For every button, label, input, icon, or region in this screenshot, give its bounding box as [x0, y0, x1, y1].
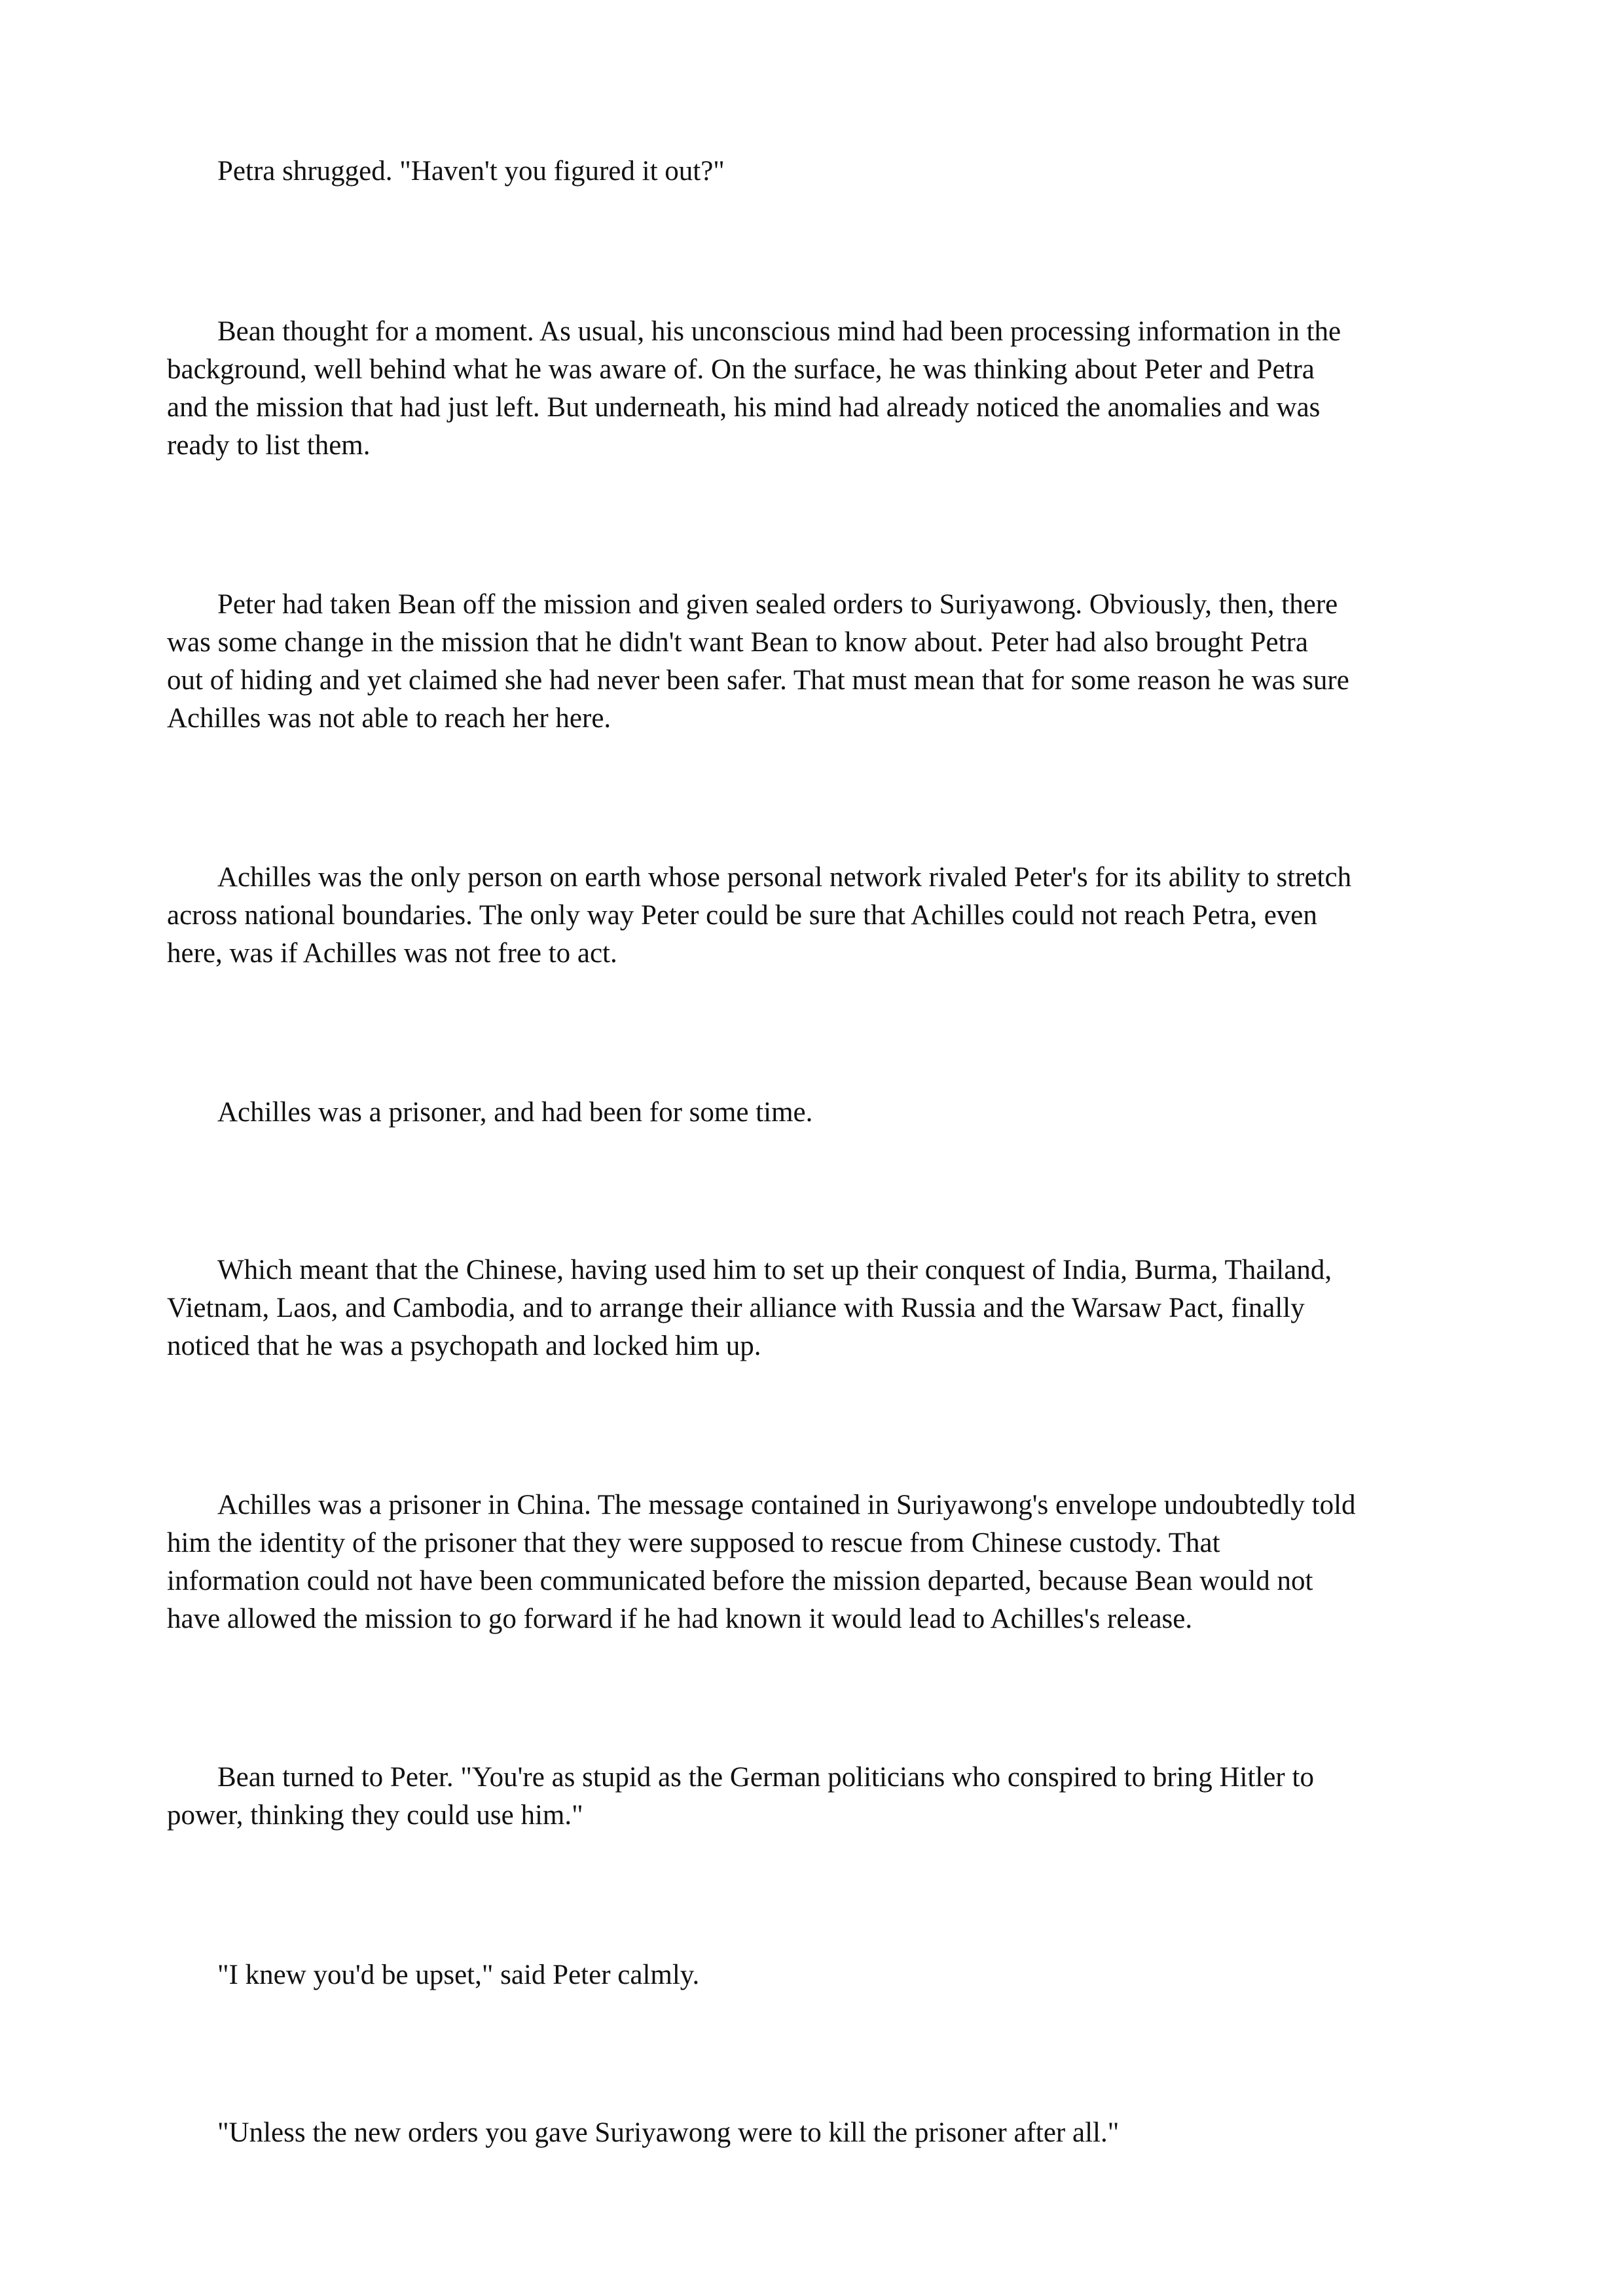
- text-line: have allowed the mission to go forward if he had known it would lead to Achilles's release.: [167, 1604, 1193, 1634]
- text-line: Bean thought for a moment. As usual, his unconscious mind had been processing information in the: [217, 316, 1341, 347]
- paragraph-which-meant: [167, 1251, 1470, 1365]
- text-line: power, thinking they could use him.": [167, 1800, 583, 1831]
- text-line: Bean turned to Peter. "You're as stupid as the German politicians who conspired to bring Hitler to: [217, 1762, 1314, 1793]
- text-line: across national boundaries. The only way Peter could be sure that Achilles could not reach Petra, even: [167, 900, 1317, 931]
- paragraph-unless-new-orders: [167, 2114, 1470, 2152]
- text-line: "Unless the new orders you gave Suriyawong were to kill the prisoner after all.": [217, 2117, 1120, 2148]
- text-line: information could not have been communicated before the mission departed, because Bean would not: [167, 1566, 1313, 1596]
- text-line: Achilles was a prisoner, and had been for some time.: [217, 1097, 813, 1128]
- text-line: Peter had taken Bean off the mission and given sealed orders to Suriyawong. Obviously, then, there: [217, 589, 1338, 620]
- paragraph-i-knew: [167, 1956, 1470, 1994]
- paragraph-achilles-in-china: [167, 1486, 1470, 1638]
- text-line: here, was if Achilles was not free to act.: [167, 938, 617, 969]
- text-line: background, well behind what he was aware of. On the surface, he was thinking about Peter and Petra: [167, 354, 1315, 385]
- text-line: Vietnam, Laos, and Cambodia, and to arrange their alliance with Russia and the Warsaw Pact, finally: [167, 1293, 1305, 1323]
- text-line: Achilles was a prisoner in China. The message contained in Suriyawong's envelope undoubtedly told: [217, 1490, 1356, 1520]
- text-line: Petra shrugged. "Haven't you figured it out?": [217, 156, 725, 187]
- paragraph-bean-turned: [167, 1759, 1470, 1835]
- text-line: noticed that he was a psychopath and locked him up.: [167, 1331, 761, 1361]
- paragraph-achilles-prisoner: [167, 1094, 1470, 1132]
- text-line: was some change in the mission that he didn't want Bean to know about. Peter had also brought Petra: [167, 627, 1308, 658]
- paragraph-petra-shrugged: [167, 152, 1470, 190]
- text-line: Achilles was not able to reach her here.: [167, 703, 611, 734]
- paragraph-bean-thought: [167, 313, 1470, 465]
- text-line: out of hiding and yet claimed she had never been safer. That must mean that for some reason he was sure: [167, 665, 1349, 696]
- text-line: him the identity of the prisoner that they were supposed to rescue from Chinese custody. That: [167, 1528, 1220, 1558]
- text-line: ready to list them.: [167, 430, 371, 461]
- text-line: and the mission that had just left. But underneath, his mind had already noticed the anomalies and was: [167, 392, 1321, 423]
- paragraph-achilles-network: [167, 859, 1470, 973]
- text-line: "I knew you'd be upset," said Peter calmly.: [217, 1960, 700, 1990]
- paragraph-peter-had-taken-bean: [167, 586, 1470, 738]
- text-line: Which meant that the Chinese, having used him to set up their conquest of India, Burma, Thailand,: [217, 1255, 1332, 1285]
- text-line: Achilles was the only person on earth whose personal network rivaled Peter's for its ability to stretch: [217, 862, 1352, 893]
